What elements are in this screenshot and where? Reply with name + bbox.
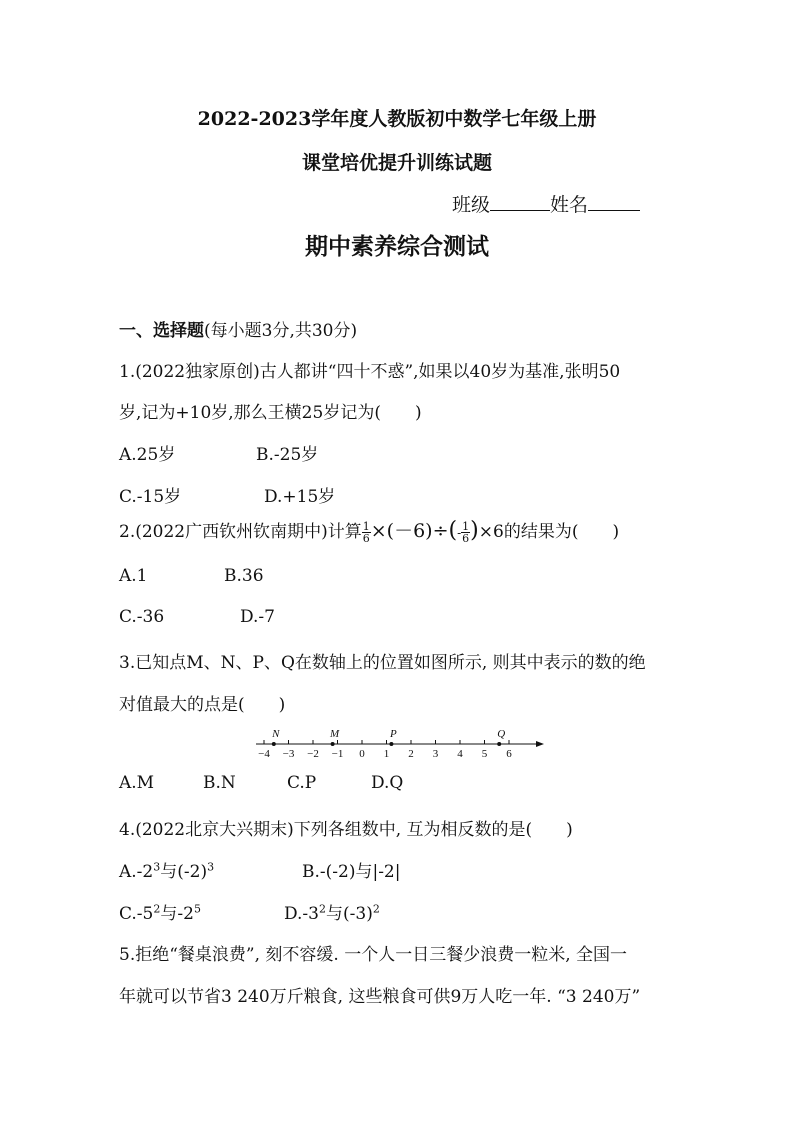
q2-neg: - xyxy=(457,526,462,540)
q3-line-1: 3.已知点M、N、P、Q在数轴上的位置如图所示, 则其中表示的数的绝 xyxy=(119,653,646,673)
q1-line-1: 1.(2022独家原创)古人都讲“四十不惑”,如果以40岁为基准,张明50 xyxy=(119,362,621,382)
number-line-point-label: M xyxy=(330,728,340,740)
title-line-2: 课堂培优提升训练试题 xyxy=(301,152,492,174)
number-line-figure xyxy=(252,724,548,766)
number-line-point xyxy=(497,742,501,746)
class-blank xyxy=(490,192,550,211)
number-line-tick-label: −2 xyxy=(307,748,319,760)
q2-option-d: D.-7 xyxy=(240,607,275,627)
title-line-1: 2022-2023学年度人教版初中数学七年级上册 xyxy=(197,108,597,130)
q4-option-d-post: 与(-3) xyxy=(326,904,373,924)
number-line-tick-label: 6 xyxy=(506,748,512,760)
q4-option-c-pre: C.-5 xyxy=(119,904,154,924)
q1-option-a: A.25岁 xyxy=(119,445,176,465)
number-line-point xyxy=(331,742,335,746)
number-line-tick-label: 3 xyxy=(432,748,439,760)
number-line-point-label: P xyxy=(390,728,397,740)
class-name-line xyxy=(452,190,640,217)
q2-option-c: C.-36 xyxy=(119,607,165,627)
test-title: 期中素养综合测试 xyxy=(305,233,489,260)
q1-option-b: B.-25岁 xyxy=(256,445,319,465)
q4-option-d-exp2: 2 xyxy=(372,902,380,916)
q2-option-a: A.1 xyxy=(119,566,148,586)
number-line-tick-label: −3 xyxy=(282,748,295,760)
q4-line-1: 4.(2022北京大兴期末)下列各组数中, 互为相反数的是( ) xyxy=(119,820,573,840)
q4-option-a-pre: A.-2 xyxy=(119,862,154,882)
number-line-point xyxy=(389,742,393,746)
q5-line-2: 年就可以节省3 240万斤粮食, 这些粮食可供9万人吃一年. “3 240万” xyxy=(119,987,641,1007)
number-line-tick-label: 4 xyxy=(457,748,463,760)
q3-option-b: B.N xyxy=(203,773,236,793)
q2-paren-close: ) xyxy=(470,518,479,543)
number-line-point xyxy=(272,742,276,746)
q3-option-a: A.M xyxy=(119,773,155,793)
section-heading xyxy=(119,316,357,341)
number-line-tick-label: 0 xyxy=(359,748,365,760)
q2-option-b: B.36 xyxy=(224,566,264,586)
q2-fraction-1-num: 1 xyxy=(362,520,370,533)
number-line-point-label: N xyxy=(272,728,280,740)
number-line-tick-label: 2 xyxy=(408,748,414,760)
q3-option-c: C.P xyxy=(287,773,317,793)
q4-option-c xyxy=(119,899,201,924)
q4-option-d-pre: D.-3 xyxy=(284,904,319,924)
q2-prefix: 2.(2022广西钦州钦南期中)计算 xyxy=(119,522,362,542)
q3-line-2: 对值最大的点是( ) xyxy=(119,695,286,715)
q4-option-a-exp2: 3 xyxy=(207,860,215,874)
q3-option-d: D.Q xyxy=(371,773,404,793)
q2-fraction-2-den: 6 xyxy=(462,532,470,545)
q4-option-a xyxy=(119,857,214,882)
class-label: 班级 xyxy=(452,194,491,216)
q4-option-c-exp: 2 xyxy=(153,902,161,916)
q1-option-d: D.+15岁 xyxy=(264,487,336,507)
q2-fraction-2 xyxy=(461,521,470,544)
q4-option-c-post: 与-2 xyxy=(160,904,194,924)
name-blank xyxy=(588,192,640,211)
q1-line-2: 岁,记为+10岁,那么王横25岁记为( ) xyxy=(119,403,422,423)
q4-option-a-post: 与(-2) xyxy=(160,862,208,882)
number-line-tick-label: −1 xyxy=(331,748,344,760)
section-heading-label: 一、选择题 xyxy=(119,321,204,341)
section-heading-note: (每小题3分,共30分) xyxy=(204,321,358,341)
number-line-tick-label: 1 xyxy=(383,748,390,760)
name-label: 姓名 xyxy=(550,194,589,216)
q4-option-d xyxy=(284,899,380,924)
number-line-tick-label: 5 xyxy=(481,748,488,760)
q5-line-1: 5.拒绝“餐桌浪费”, 刻不容缓. 一个人一日三餐少浪费一粒米, 全国一 xyxy=(119,945,628,965)
number-line-arrow xyxy=(536,741,544,747)
q4-option-a-exp: 3 xyxy=(153,860,161,874)
q2-suffix: ×6的结果为( ) xyxy=(478,522,620,542)
q2-fraction-1 xyxy=(362,521,371,544)
q2-paren-open: ( xyxy=(448,518,458,543)
number-line-point-label: Q xyxy=(497,728,506,740)
q4-option-c-exp2: 5 xyxy=(193,902,201,916)
q1-option-c: C.-15岁 xyxy=(119,487,182,507)
q4-option-d-exp: 2 xyxy=(319,902,326,916)
q2-mid: ×(－6)÷ xyxy=(370,520,449,542)
number-line-tick-label: −4 xyxy=(258,748,270,760)
q2-line-1 xyxy=(119,516,619,544)
q2-fraction-2-num: 1 xyxy=(462,520,470,533)
q2-fraction-1-den: 6 xyxy=(362,532,370,545)
q4-option-b: B.-(-2)与|-2| xyxy=(302,862,401,882)
